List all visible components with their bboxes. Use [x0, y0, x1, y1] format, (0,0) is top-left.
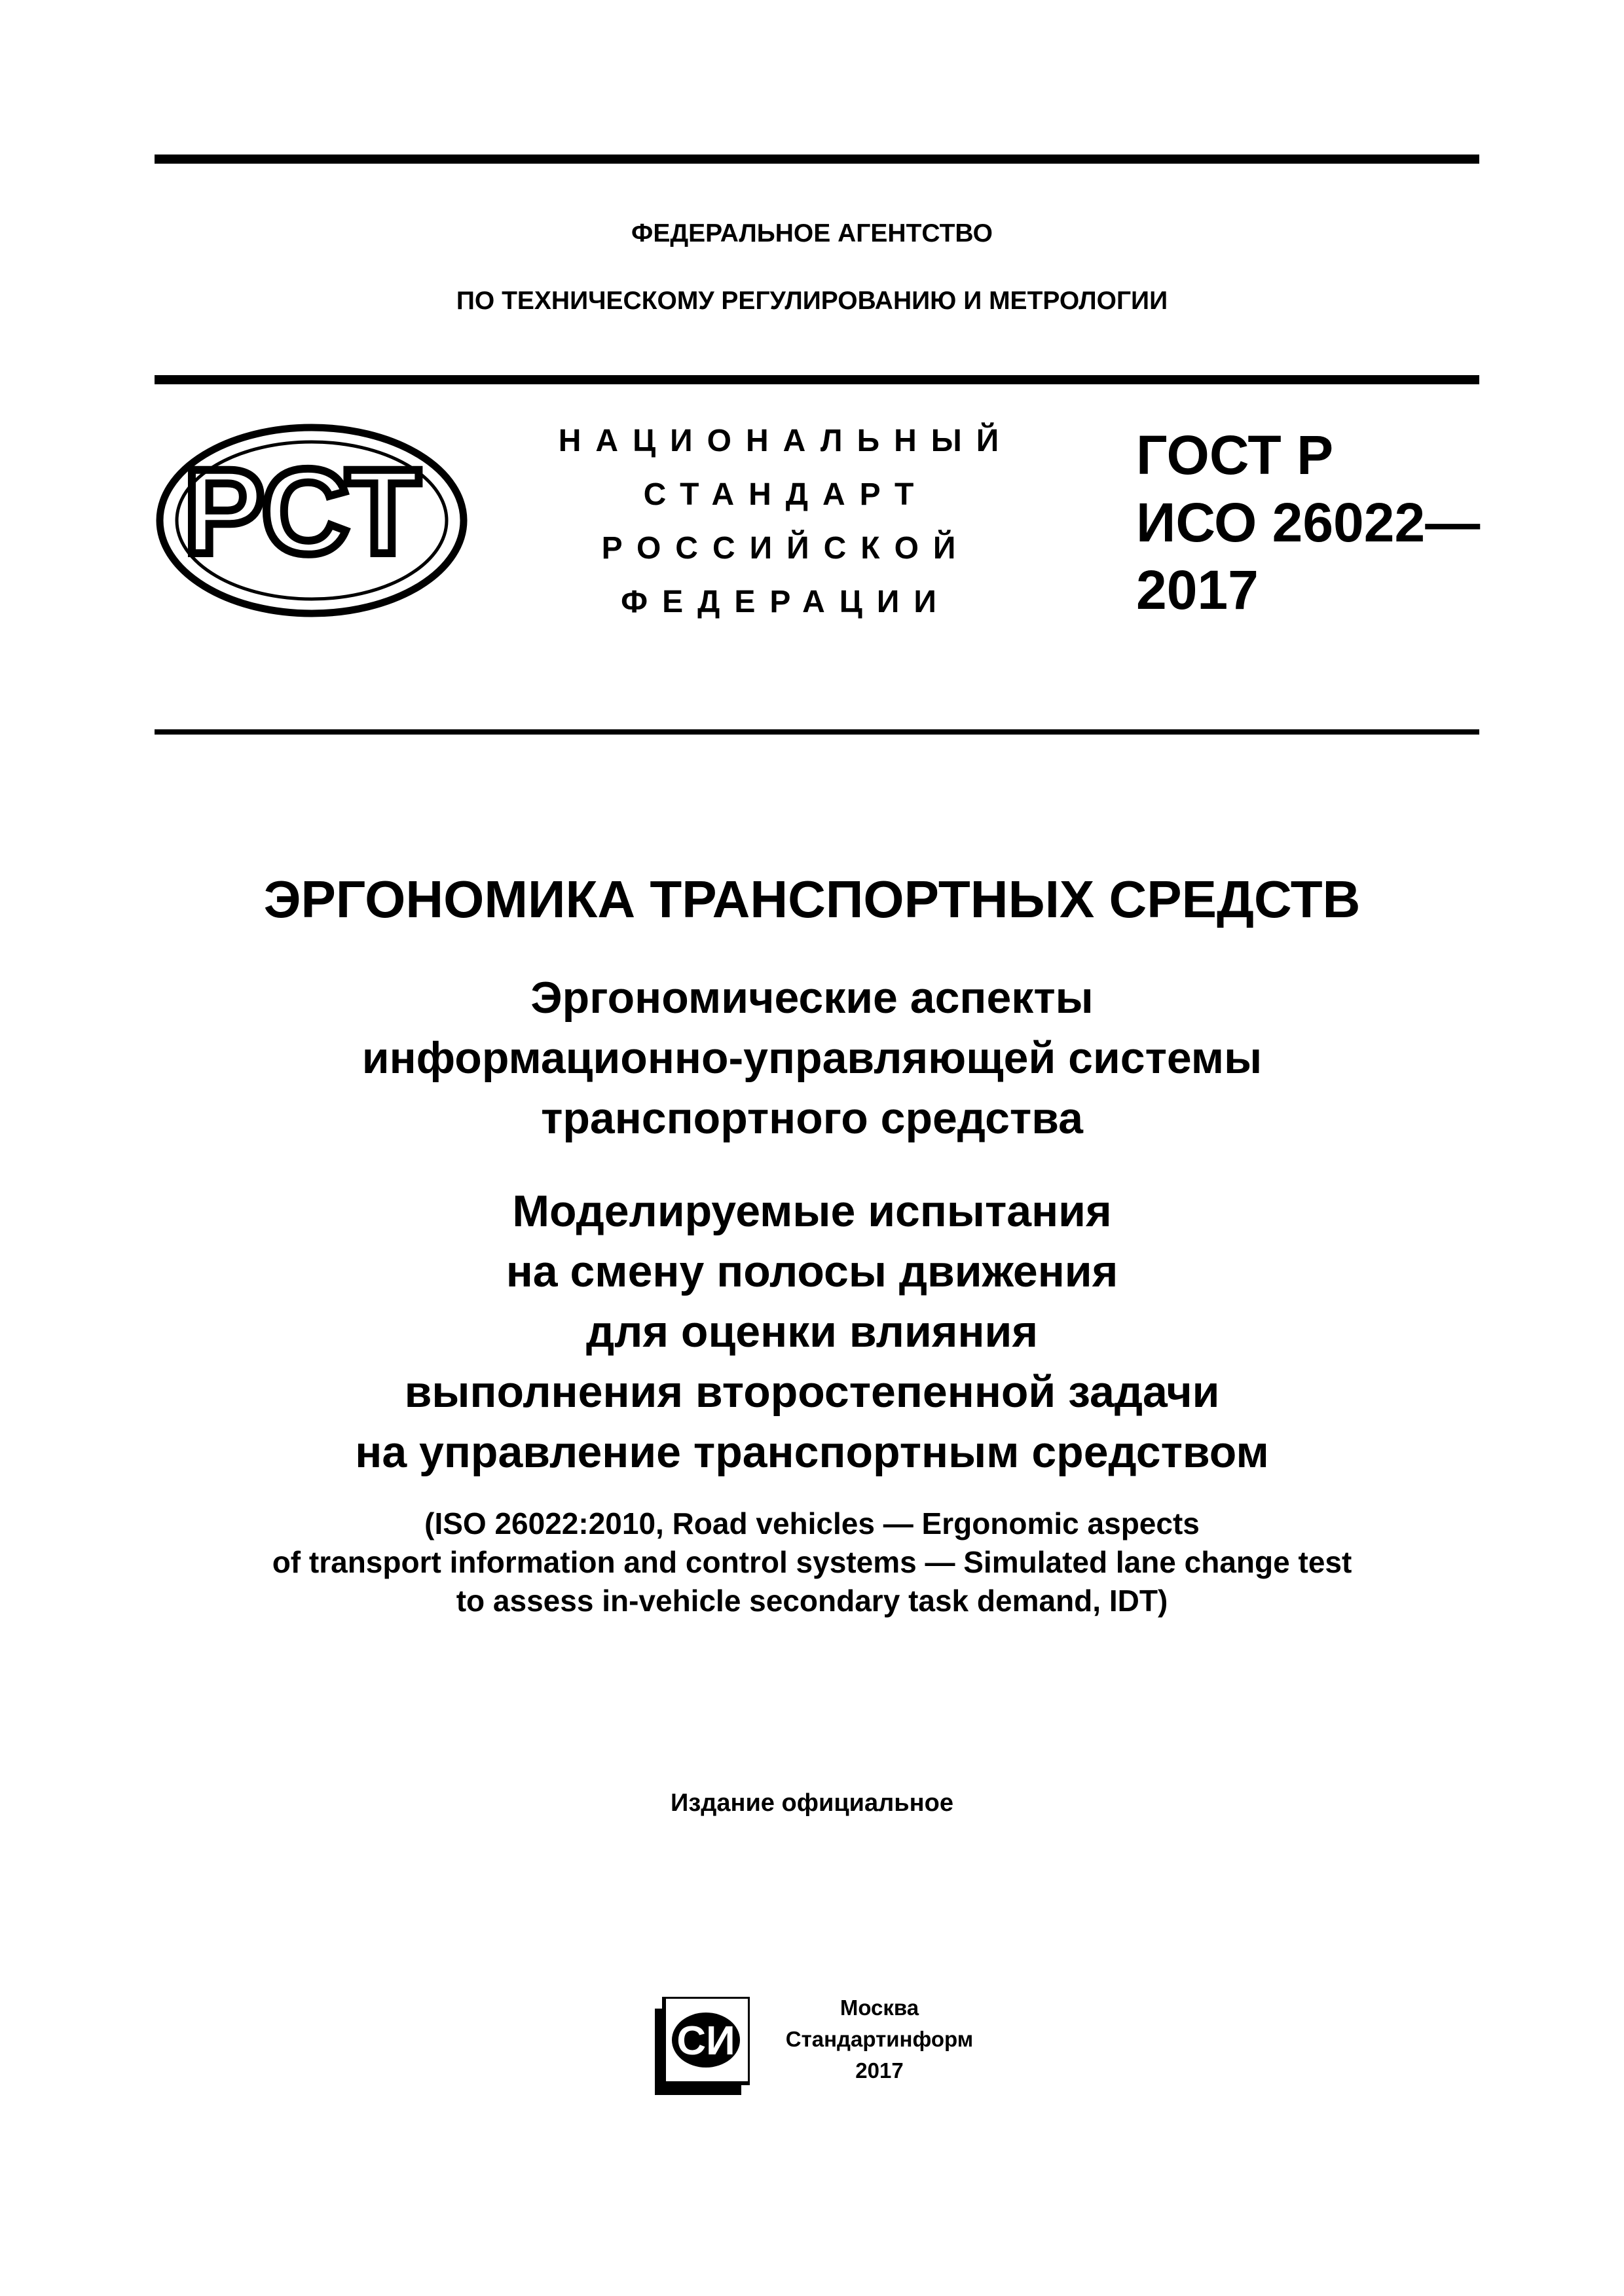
national-line-4: ФЕДЕРАЦИИ [621, 585, 951, 619]
subtitle2-line-1: Моделируемые испытания [512, 1186, 1112, 1236]
designation-line-1: ГОСТ Р [1136, 424, 1334, 486]
standartinform-logo-icon [655, 1997, 750, 2095]
agency-line-2: ПО ТЕХНИЧЕСКОМУ РЕГУЛИРОВАНИЮ И МЕТРОЛОГИИ [456, 287, 1168, 315]
subtitle1-line-1: Эргономические аспекты [530, 973, 1094, 1023]
national-line-1: НАЦИОНАЛЬНЫЙ [558, 424, 1014, 458]
standartinform-logo-text: СИ [676, 2018, 735, 2064]
designation-line-2: ИСО 26022— [1136, 492, 1481, 553]
top-rule [155, 155, 1479, 164]
document-title: ЭРГОНОМИКА ТРАНСПОРТНЫХ СРЕДСТВ [263, 870, 1361, 928]
publisher-year: 2017 [855, 2058, 904, 2083]
subtitle2-line-5: на управление транспортным средством [355, 1427, 1269, 1477]
subtitle2-line-4: выполнения второстепенной задачи [404, 1367, 1220, 1417]
subtitle1-line-3: транспортного средства [541, 1093, 1083, 1143]
agency-line-1: ФЕДЕРАЛЬНОЕ АГЕНТСТВО [631, 219, 993, 247]
national-standard-label [557, 414, 1015, 629]
national-line-2: СТАНДАРТ [643, 477, 929, 512]
subtitle-part-1 [0, 968, 1624, 1148]
iso-line-1: (ISO 26022:2010, Road vehicles — Ergonomic aspects [424, 1506, 1200, 1540]
designation-line-3: 2017 [1136, 559, 1259, 621]
publisher-city: Москва [840, 1995, 919, 2020]
publisher-name: Стандартинформ [785, 2027, 974, 2051]
subtitle1-line-2: информационно-управляющей системы [361, 1033, 1263, 1083]
header-rule [155, 375, 1479, 384]
rst-emblem-icon [155, 422, 469, 619]
national-line-3: РОССИЙСКОЙ [601, 531, 970, 566]
standard-designation [1136, 422, 1480, 624]
subtitle2-line-2: на смену полосы движения [506, 1247, 1118, 1296]
iso-line-2: of transport information and control systems — Simulated lane change test [272, 1545, 1352, 1579]
rst-emblem-text: РСТ [183, 445, 420, 579]
iso-reference [0, 1504, 1624, 1620]
edition-label: Издание официальное [671, 1789, 953, 1817]
iso-line-3: to assess in-vehicle secondary task demand, IDT) [456, 1584, 1168, 1618]
subtitle2-line-3: для оценки влияния [585, 1307, 1039, 1357]
designation-rule [155, 729, 1479, 735]
subtitle-part-2 [0, 1181, 1624, 1482]
publisher-info [771, 1992, 987, 2086]
